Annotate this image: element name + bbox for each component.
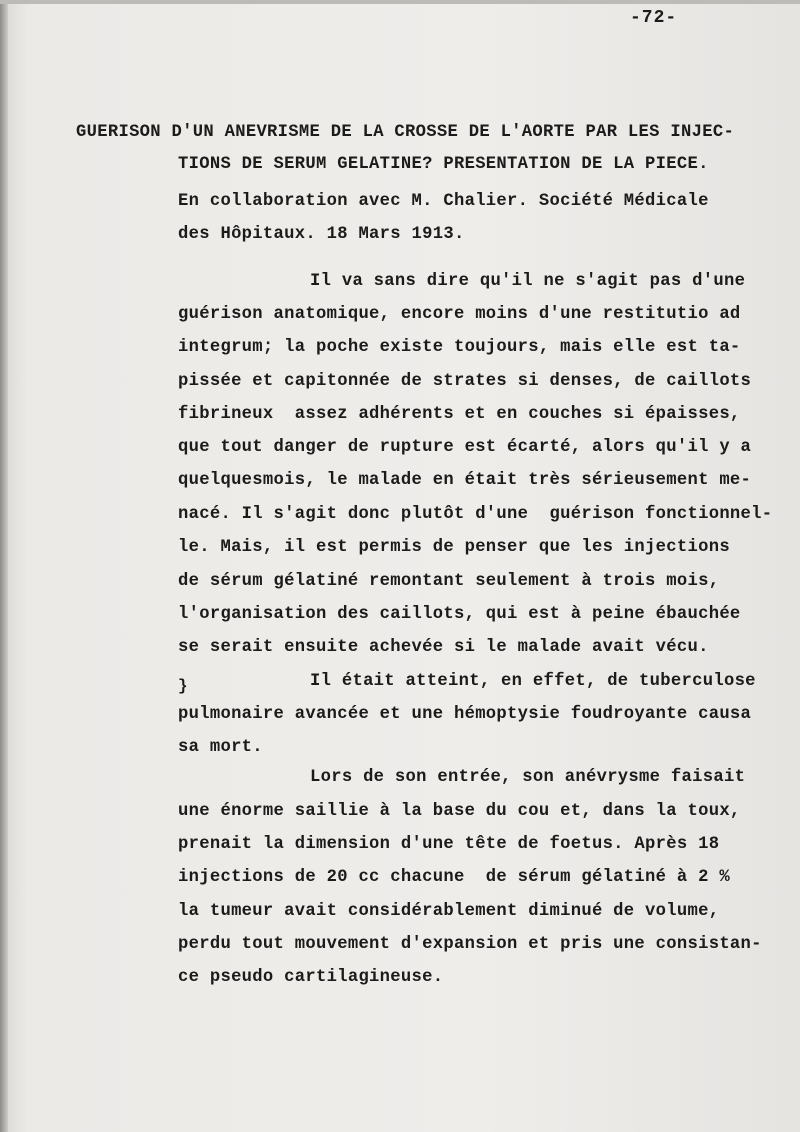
heading-line: des Hôpitaux. 18 Mars 1913. xyxy=(178,225,465,244)
body-line: prenait la dimension d'une tête de foetus. Après 18 xyxy=(178,835,720,854)
body-line: integrum; la poche existe toujours, mais elle est ta- xyxy=(178,338,741,357)
page-top-edge xyxy=(0,0,800,4)
heading-line: GUERISON D'UN ANEVRISME DE LA CROSSE DE L'AORTE PAR LES INJEC- xyxy=(76,123,735,142)
body-line: l'organisation des caillots, qui est à peine ébauchée xyxy=(178,605,741,624)
body-line: nacé. Il s'agit donc plutôt d'une guérison fonctionnel- xyxy=(178,505,773,524)
page-number: -72- xyxy=(630,8,678,28)
page-shadow-edge xyxy=(0,0,8,1132)
body-line: de sérum gélatiné remontant seulement à trois mois, xyxy=(178,572,720,591)
body-line: pissée et capitonnée de strates si denses, de caillots xyxy=(178,372,752,391)
body-line: quelquesmois, le malade en était très sérieusement me- xyxy=(178,471,752,490)
body-line: Il était atteint, en effet, de tuberculose xyxy=(310,672,756,691)
body-line: perdu tout mouvement d'expansion et pris une consistan- xyxy=(178,935,762,954)
body-line: sa mort. xyxy=(178,738,263,757)
heading-line: TIONS DE SERUM GELATINE? PRESENTATION DE LA PIECE. xyxy=(178,155,709,174)
body-line: une énorme saillie à la base du cou et, dans la toux, xyxy=(178,802,741,821)
body-line: se serait ensuite achevée si le malade avait vécu. xyxy=(178,638,709,657)
body-line: ce pseudo cartilagineuse. xyxy=(178,968,444,987)
body-line: fibrineux assez adhérents et en couches si épaisses, xyxy=(178,405,741,424)
body-line: pulmonaire avancée et une hémoptysie foudroyante causa xyxy=(178,705,752,724)
body-line: injections de 20 cc chacune de sérum gélatiné à 2 % xyxy=(178,868,730,887)
body-line: Lors de son entrée, son anévrysme faisait xyxy=(310,768,746,787)
heading-line: En collaboration avec M. Chalier. Société Médicale xyxy=(178,192,709,211)
margin-mark: } xyxy=(178,677,188,695)
body-line: Il va sans dire qu'il ne s'agit pas d'une xyxy=(310,272,746,291)
body-line: guérison anatomique, encore moins d'une restitutio ad xyxy=(178,305,741,324)
body-line: le. Mais, il est permis de penser que les injections xyxy=(178,538,730,557)
body-line: que tout danger de rupture est écarté, alors qu'il y a xyxy=(178,438,752,457)
body-line: la tumeur avait considérablement diminué de volume, xyxy=(178,902,720,921)
